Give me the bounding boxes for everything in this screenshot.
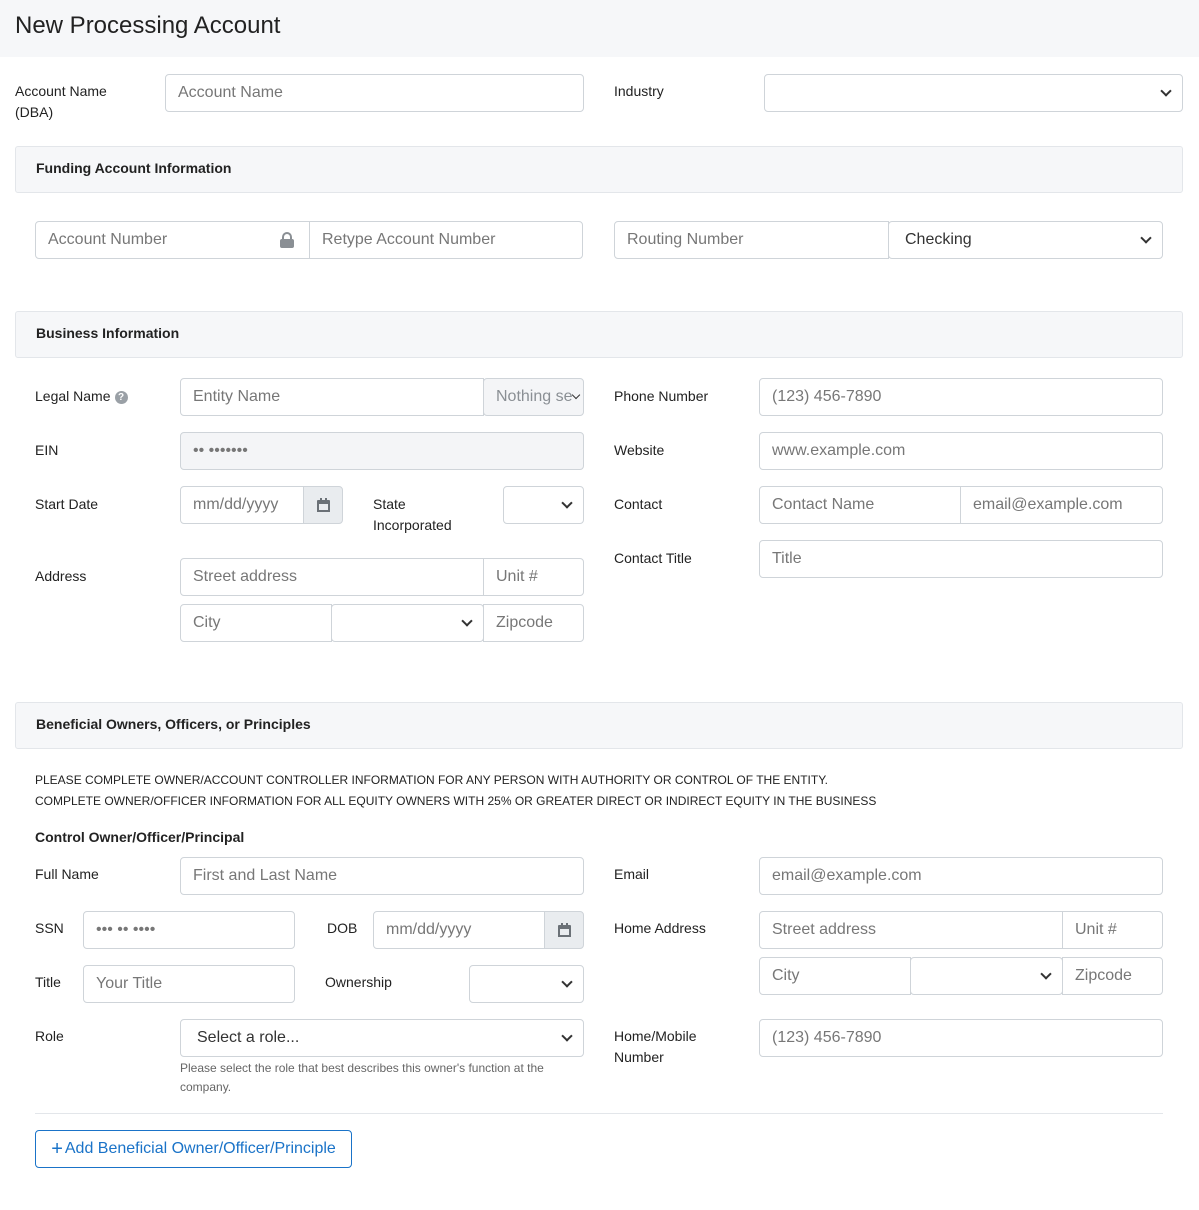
dob-input[interactable] (373, 911, 545, 949)
home-phone-label (614, 1026, 696, 1068)
chevron-down-icon (572, 391, 580, 399)
full-name-label: Full Name (35, 866, 99, 882)
home-phone-label-2: Number (614, 1049, 664, 1065)
start-date-input[interactable] (180, 486, 304, 524)
zipcode-input[interactable] (483, 604, 584, 642)
page-header (0, 0, 1199, 57)
title-label: Title (35, 974, 61, 990)
industry-label: Industry (614, 83, 664, 99)
legal-name-label-text: Legal Name (35, 388, 111, 404)
address-state-select[interactable] (331, 604, 484, 642)
entity-type-value: Nothing se (496, 388, 573, 405)
dob-picker-button[interactable] (544, 911, 584, 949)
ssn-input[interactable] (83, 911, 295, 949)
routing-number-input[interactable] (614, 221, 889, 259)
chevron-down-icon (1140, 232, 1151, 243)
account-name-label-text: Account Name (15, 83, 107, 99)
street-address-input[interactable] (180, 558, 484, 596)
address-label: Address (35, 568, 87, 584)
email-input[interactable] (759, 857, 1163, 895)
account-name-label (15, 81, 107, 123)
lock-icon (280, 232, 294, 248)
industry-select[interactable] (764, 74, 1183, 112)
home-city-input[interactable] (759, 957, 911, 995)
unit-input[interactable] (483, 558, 584, 596)
owners-notice-1: PLEASE COMPLETE OWNER/ACCOUNT CONTROLLER INFORMATION FOR ANY PERSON WITH AUTHORITY OR CONTROL OF THE ENTITY. (35, 773, 828, 787)
funding-section-title: Funding Account Information (36, 160, 232, 176)
chevron-down-icon (561, 976, 572, 987)
home-street-input[interactable] (759, 911, 1063, 949)
contact-title-input[interactable] (759, 540, 1163, 578)
control-owner-heading: Control Owner/Officer/Principal (35, 829, 245, 845)
chevron-down-icon (461, 615, 472, 626)
dob-label: DOB (327, 920, 358, 936)
account-name-input[interactable] (165, 74, 584, 112)
website-label: Website (614, 442, 665, 458)
contact-name-input[interactable] (759, 486, 961, 524)
role-select[interactable] (180, 1019, 584, 1057)
owners-section-header (15, 702, 1183, 749)
divider (35, 1113, 1163, 1114)
business-section-title: Business Information (36, 325, 180, 341)
home-state-select[interactable] (910, 957, 1063, 995)
role-help-line-2: company. (180, 1080, 232, 1094)
chevron-down-icon (561, 497, 572, 508)
owners-section-title: Beneficial Owners, Officers, or Principles (36, 716, 311, 732)
home-phone-input[interactable] (759, 1019, 1163, 1057)
state-incorporated-label (373, 494, 452, 536)
start-date-picker-button[interactable] (303, 486, 343, 524)
website-input[interactable] (759, 432, 1163, 470)
role-value: Select a role... (197, 1029, 300, 1046)
title-input[interactable] (83, 965, 295, 1003)
ein-input[interactable] (180, 432, 584, 470)
email-label: Email (614, 866, 650, 882)
city-input[interactable] (180, 604, 332, 642)
start-date-label: Start Date (35, 496, 99, 512)
contact-title-label: Contact Title (614, 550, 692, 566)
account-type-value: Checking (905, 231, 972, 248)
ownership-select[interactable] (469, 965, 584, 1003)
contact-label: Contact (614, 496, 663, 512)
business-section-header (15, 311, 1183, 358)
add-beneficial-owner-button[interactable] (35, 1130, 352, 1168)
home-address-label: Home Address (614, 920, 706, 936)
account-type-select[interactable] (888, 221, 1163, 259)
role-label: Role (35, 1028, 64, 1044)
calendar-icon (558, 924, 571, 937)
ownership-label: Ownership (325, 974, 392, 990)
state-incorporated-label-2: Incorporated (373, 517, 452, 533)
account-number-input[interactable] (35, 221, 310, 259)
retype-account-number-input[interactable] (309, 221, 583, 259)
chevron-down-icon (561, 1030, 572, 1041)
role-help-line-1: Please select the role that best describes this owner's function at the (180, 1061, 544, 1075)
funding-section-header (15, 146, 1183, 193)
home-zipcode-input[interactable] (1062, 957, 1163, 995)
full-name-input[interactable] (180, 857, 584, 895)
chevron-down-icon (1160, 85, 1171, 96)
calendar-icon (317, 499, 330, 512)
entity-name-input[interactable] (180, 378, 484, 416)
state-incorporated-label-1: State (373, 496, 406, 512)
help-icon[interactable]: ? (115, 391, 128, 404)
owners-notice-2: COMPLETE OWNER/OFFICER INFORMATION FOR ALL EQUITY OWNERS WITH 25% OR GREATER DIRECT OR INDIRECT EQUITY IN THE BUSINESS (35, 794, 877, 808)
plus-icon: + (51, 1138, 63, 1160)
state-incorporated-select[interactable] (503, 486, 584, 524)
ssn-label: SSN (35, 920, 64, 936)
add-beneficial-owner-label: Add Beneficial Owner/Officer/Principle (64, 1140, 336, 1157)
chevron-down-icon (1040, 968, 1051, 979)
page-title: New Processing Account (15, 12, 281, 39)
ein-label: EIN (35, 442, 59, 458)
legal-name-label (35, 386, 128, 407)
role-help-text (180, 1059, 544, 1097)
home-unit-input[interactable] (1062, 911, 1163, 949)
account-name-label-sub: (DBA) (15, 104, 54, 120)
entity-type-select[interactable] (483, 378, 584, 416)
phone-number-label: Phone Number (614, 388, 709, 404)
contact-email-input[interactable] (960, 486, 1163, 524)
home-phone-label-1: Home/Mobile (614, 1028, 697, 1044)
phone-number-input[interactable] (759, 378, 1163, 416)
